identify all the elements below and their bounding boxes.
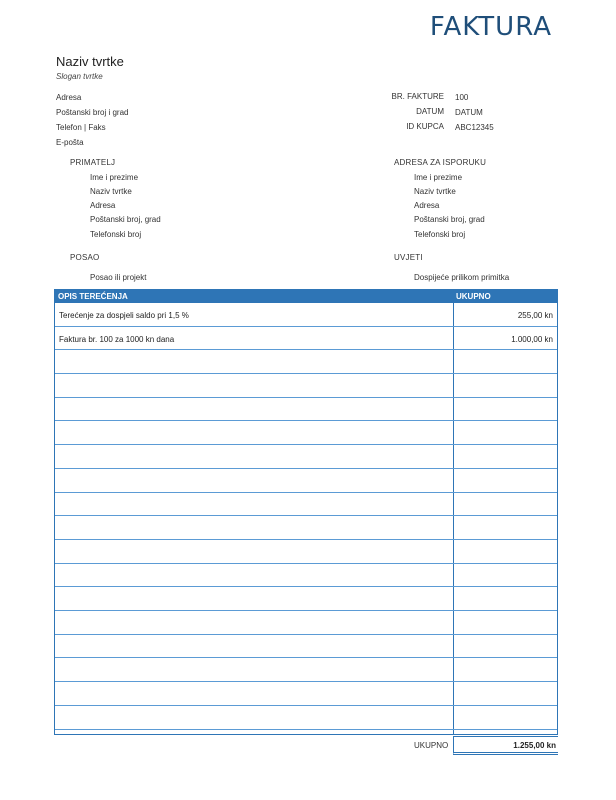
table-row: [55, 564, 557, 588]
customer-id-label: ID KUPCA: [406, 122, 444, 131]
recipient-line: Ime i prezime: [90, 173, 139, 182]
job-value: Posao ili projekt: [90, 273, 147, 282]
recipient-line: Naziv tvrtke: [90, 187, 132, 196]
recipient-heading: PRIMATELJ: [70, 158, 116, 167]
date-label: DATUM: [416, 107, 444, 116]
recipient-line: Telefonski broj: [90, 230, 142, 239]
row-amount: 1.000,00 kn: [511, 334, 553, 344]
table-row: [55, 611, 557, 635]
table-row: [55, 587, 557, 611]
company-phone: Telefon | Faks: [56, 123, 106, 132]
company-email: E-pošta: [56, 138, 84, 147]
shipping-line: Adresa: [414, 201, 440, 210]
terms-heading: UVJETI: [394, 253, 423, 262]
company-slogan: Slogan tvrtke: [56, 72, 103, 81]
grand-total-label: UKUPNO: [414, 741, 449, 750]
company-name: Naziv tvrtke: [56, 54, 124, 69]
row-description: Terećenje za dospjeli saldo pri 1,5 %: [59, 311, 189, 320]
job-heading: POSAO: [70, 253, 100, 262]
shipping-line: Ime i prezime: [414, 173, 463, 182]
table-row: [55, 374, 557, 398]
table-row: [55, 682, 557, 706]
table-row: [55, 327, 557, 351]
table-row: [55, 469, 557, 493]
table-row: [55, 303, 557, 327]
table-row: [55, 445, 557, 469]
grand-total-box: [453, 736, 558, 755]
table-row: [55, 422, 557, 446]
shipping-line: Naziv tvrtke: [414, 187, 456, 196]
grand-total-value: 1.255,00 kn: [513, 741, 556, 750]
row-description: Faktura br. 100 za 1000 kn dana: [59, 334, 175, 344]
shipping-line: Telefonski broj: [414, 230, 466, 239]
table-row: [55, 635, 557, 659]
shipping-line: Poštanski broj, grad: [414, 215, 485, 224]
table-row: [55, 706, 557, 730]
charges-table: [54, 289, 558, 735]
table-row: [55, 659, 557, 683]
shipping-heading: ADRESA ZA ISPORUKU: [394, 158, 487, 167]
recipient-line: Adresa: [90, 201, 116, 210]
row-amount: 255,00 kn: [517, 311, 553, 320]
table-row: [55, 398, 557, 422]
table-row: [55, 540, 557, 564]
company-city: Poštanski broj i grad: [56, 108, 129, 117]
invoice-title: FAKTURA: [429, 12, 552, 42]
invoice-number-value: 100: [455, 93, 469, 102]
invoice-number-label: BR. FAKTURE: [391, 92, 444, 101]
customer-id-value: ABC12345: [455, 123, 494, 132]
terms-value: Dospijeće prilikom primitka: [414, 273, 510, 282]
total-column-header: UKUPNO: [456, 292, 491, 301]
table-header: [55, 290, 557, 303]
company-address: Adresa: [56, 93, 82, 102]
table-row: [55, 516, 557, 540]
table-row: [55, 493, 557, 517]
table-row: [55, 350, 557, 374]
description-column-header: OPIS TEREĆENJA: [58, 292, 128, 301]
date-value: DATUM: [455, 108, 483, 117]
recipient-line: Poštanski broj, grad: [90, 215, 161, 224]
